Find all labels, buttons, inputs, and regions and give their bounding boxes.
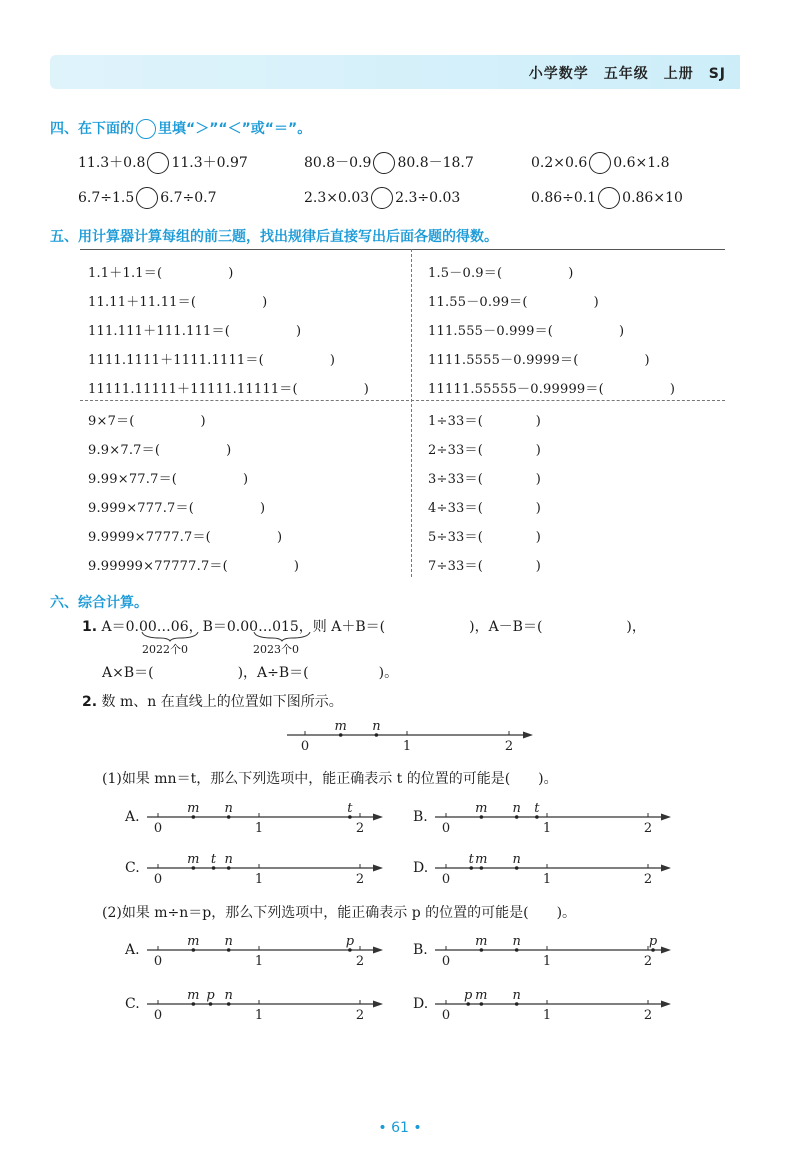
compare-item bbox=[78, 187, 217, 209]
axis-arrow bbox=[373, 865, 383, 872]
compare-right: 0.6×1.8 bbox=[613, 155, 670, 171]
tick-label: 0 bbox=[300, 739, 310, 754]
compare-item bbox=[78, 152, 248, 174]
option-number-line bbox=[145, 982, 385, 1027]
tick-label: 1 bbox=[542, 821, 552, 836]
option-letter[interactable]: C. bbox=[125, 860, 140, 876]
answer-circle[interactable] bbox=[589, 152, 611, 174]
axis-arrow bbox=[661, 865, 671, 872]
option-number-line bbox=[145, 795, 385, 840]
compare-left: 0.2×0.6 bbox=[531, 155, 588, 171]
header-band bbox=[50, 55, 740, 89]
axis-arrow bbox=[523, 732, 533, 739]
tick-label: 2 bbox=[643, 1008, 653, 1023]
q2-line bbox=[82, 691, 343, 711]
calc-row[interactable]: 9.9999×7777.7＝( ) bbox=[88, 530, 283, 545]
point-label-m: m bbox=[475, 852, 488, 867]
tick-label: 2 bbox=[643, 821, 653, 836]
tick-label: 2 bbox=[355, 821, 365, 836]
tick-label: 0 bbox=[153, 821, 163, 836]
calc-row[interactable]: 3÷33＝( ) bbox=[428, 472, 542, 487]
option-letter[interactable]: C. bbox=[125, 996, 140, 1012]
point-label-m: m bbox=[187, 988, 200, 1003]
tick-label: 2 bbox=[504, 739, 514, 754]
compare-left: 11.3＋0.8 bbox=[78, 155, 146, 171]
point-label-n: n bbox=[512, 988, 521, 1003]
point-label-n: n bbox=[224, 801, 233, 816]
calc-row[interactable]: 1.1＋1.1＝( ) bbox=[88, 266, 234, 281]
axis-arrow bbox=[661, 947, 671, 954]
compare-left: 6.7÷1.5 bbox=[78, 190, 135, 206]
option-letter[interactable]: B. bbox=[413, 942, 428, 958]
axis-arrow bbox=[373, 1001, 383, 1008]
option-number-line bbox=[433, 846, 673, 891]
sub2-text: (2)如果 m÷n＝p，那么下列选项中，能正确表示 p 的位置的可能是( )。 bbox=[102, 905, 577, 921]
section4-title bbox=[50, 118, 311, 139]
point-label-n: n bbox=[512, 852, 521, 867]
q1-text: A＝0.00…06，B＝0.00…015，则 A＋B＝( )，A－B＝( )， bbox=[101, 619, 646, 635]
tick-label: 0 bbox=[153, 954, 163, 969]
axis-arrow bbox=[661, 1001, 671, 1008]
answer-circle[interactable] bbox=[598, 187, 620, 209]
point-label-p: p bbox=[206, 988, 215, 1003]
point-label-p: p bbox=[345, 934, 355, 949]
calc-row[interactable]: 11111.11111＋11111.11111＝( ) bbox=[88, 382, 370, 397]
compare-right: 11.3＋0.97 bbox=[171, 155, 248, 171]
point-label-m: m bbox=[475, 988, 488, 1003]
brace-b-label: 2023个0 bbox=[253, 643, 299, 656]
section4-title-post: 里填“＞”“＜”或“＝”。 bbox=[158, 121, 312, 137]
sub1-text: (1)如果 mn＝t，那么下列选项中，能正确表示 t 的位置的可能是( )。 bbox=[102, 771, 558, 787]
axis-arrow bbox=[373, 947, 383, 954]
calc-row[interactable]: 5÷33＝( ) bbox=[428, 530, 542, 545]
main-number-line bbox=[285, 715, 535, 755]
grid-center-divider bbox=[411, 249, 412, 577]
tick-label: 0 bbox=[441, 821, 451, 836]
compare-left: 0.86÷0.1 bbox=[531, 190, 597, 206]
option-number-line bbox=[433, 982, 673, 1027]
tick-label: 1 bbox=[254, 821, 264, 836]
tick-label: 1 bbox=[542, 1008, 552, 1023]
option-number-line bbox=[145, 928, 385, 973]
point-label-m: m bbox=[187, 852, 200, 867]
calc-row[interactable]: 1111.5555－0.9999＝( ) bbox=[428, 353, 650, 368]
tick-label: 1 bbox=[254, 954, 264, 969]
calc-row[interactable]: 9.9×7.7＝( ) bbox=[88, 443, 232, 458]
grid-middle-divider bbox=[80, 400, 725, 401]
compare-item bbox=[304, 187, 460, 209]
option-letter[interactable]: B. bbox=[413, 809, 428, 825]
point-label-m: m bbox=[187, 934, 200, 949]
tick-label: 0 bbox=[441, 872, 451, 887]
header-title: 小学数学 五年级 上册 SJ bbox=[528, 66, 726, 82]
calc-row[interactable]: 4÷33＝( ) bbox=[428, 501, 542, 516]
compare-item bbox=[531, 187, 683, 209]
calc-row[interactable]: 9.999×777.7＝( ) bbox=[88, 501, 266, 516]
section4-title-pre: 四、在下面的 bbox=[50, 121, 134, 137]
tick-label: 0 bbox=[153, 872, 163, 887]
point-label-m: m bbox=[475, 801, 488, 816]
tick-label: 2 bbox=[355, 872, 365, 887]
point-label-p: p bbox=[464, 988, 473, 1003]
calc-row[interactable]: 111.555－0.999＝( ) bbox=[428, 324, 625, 339]
compare-item bbox=[531, 152, 670, 174]
point-label-n: n bbox=[224, 988, 233, 1003]
tick-label: 1 bbox=[402, 739, 412, 754]
point-label-n: n bbox=[512, 934, 521, 949]
answer-circle[interactable] bbox=[136, 187, 158, 209]
compare-left: 2.3×0.03 bbox=[304, 190, 370, 206]
grid-top-line bbox=[80, 249, 725, 250]
compare-right: 2.3÷0.03 bbox=[395, 190, 461, 206]
point-label-m: m bbox=[475, 934, 488, 949]
section6-title: 六、综合计算。 bbox=[50, 595, 148, 611]
tick-label: 1 bbox=[542, 872, 552, 887]
option-letter[interactable]: A. bbox=[125, 942, 140, 958]
q2-number: 2. bbox=[82, 694, 98, 710]
calc-row[interactable]: 111.111＋111.111＝( ) bbox=[88, 324, 302, 339]
brace-a bbox=[142, 632, 198, 641]
option-number-line bbox=[145, 846, 385, 891]
calc-row[interactable]: 11111.55555－0.99999＝( ) bbox=[428, 382, 676, 397]
circle-icon bbox=[136, 119, 156, 139]
calc-row[interactable]: 1.5－0.9＝( ) bbox=[428, 266, 574, 281]
option-letter[interactable]: D. bbox=[413, 860, 429, 876]
tick-label: 0 bbox=[441, 954, 451, 969]
section5-title: 五、用计算器计算每组的前三题，找出规律后直接写出后面各题的得数。 bbox=[50, 229, 498, 245]
answer-circle[interactable] bbox=[371, 187, 393, 209]
tick-label: 2 bbox=[643, 954, 653, 969]
calc-row[interactable]: 9×7＝( ) bbox=[88, 414, 206, 429]
calc-row[interactable]: 9.99999×77777.7＝( ) bbox=[88, 559, 300, 574]
answer-circle[interactable] bbox=[373, 152, 395, 174]
axis-arrow bbox=[661, 814, 671, 821]
calc-row[interactable]: 11.11＋11.11＝( ) bbox=[88, 295, 268, 310]
compare-item bbox=[304, 152, 474, 174]
tick-label: 0 bbox=[441, 1008, 451, 1023]
answer-circle[interactable] bbox=[147, 152, 169, 174]
point-label-m: m bbox=[334, 719, 347, 734]
tick-label: 1 bbox=[542, 954, 552, 969]
calc-row[interactable]: 2÷33＝( ) bbox=[428, 443, 542, 458]
calc-row[interactable]: 1÷33＝( ) bbox=[428, 414, 542, 429]
tick-label: 2 bbox=[355, 1008, 365, 1023]
tick-label: 1 bbox=[254, 1008, 264, 1023]
option-letter[interactable]: A. bbox=[125, 809, 140, 825]
point-label-n: n bbox=[372, 719, 381, 734]
brace-a-label: 2022个0 bbox=[142, 643, 188, 656]
calc-row[interactable]: 9.99×77.7＝( ) bbox=[88, 472, 249, 487]
tick-label: 0 bbox=[153, 1008, 163, 1023]
point-label-t: t bbox=[534, 801, 540, 816]
calc-row[interactable]: 7÷33＝( ) bbox=[428, 559, 542, 574]
tick-label: 2 bbox=[643, 872, 653, 887]
compare-right: 6.7÷0.7 bbox=[160, 190, 217, 206]
option-letter[interactable]: D. bbox=[413, 996, 429, 1012]
tick-label: 2 bbox=[355, 954, 365, 969]
option-number-line bbox=[433, 928, 673, 973]
point-label-t: t bbox=[210, 852, 217, 867]
page-number: • 61 • bbox=[378, 1120, 422, 1136]
point-label-n: n bbox=[224, 934, 233, 949]
q1-line2: A×B＝( )，A÷B＝( )。 bbox=[102, 665, 399, 681]
brace-b bbox=[254, 632, 310, 641]
point-label-n: n bbox=[224, 852, 233, 867]
point-label-t: t bbox=[347, 801, 353, 816]
compare-left: 80.8－0.9 bbox=[304, 155, 372, 171]
point-label-t: t bbox=[468, 852, 474, 867]
calc-row[interactable]: 1111.1111＋1111.1111＝( ) bbox=[88, 353, 336, 368]
point-label-n: n bbox=[512, 801, 521, 816]
point-label-m: m bbox=[187, 801, 200, 816]
q1-number: 1. bbox=[82, 619, 98, 635]
calc-row[interactable]: 11.55－0.99＝( ) bbox=[428, 295, 599, 310]
compare-right: 80.8－18.7 bbox=[397, 155, 474, 171]
tick-label: 1 bbox=[254, 872, 264, 887]
option-number-line bbox=[433, 795, 673, 840]
axis-arrow bbox=[373, 814, 383, 821]
point-label-p: p bbox=[648, 934, 658, 949]
compare-right: 0.86×10 bbox=[622, 190, 683, 206]
q2-text: 数 m、n 在直线上的位置如下图所示。 bbox=[101, 694, 343, 710]
